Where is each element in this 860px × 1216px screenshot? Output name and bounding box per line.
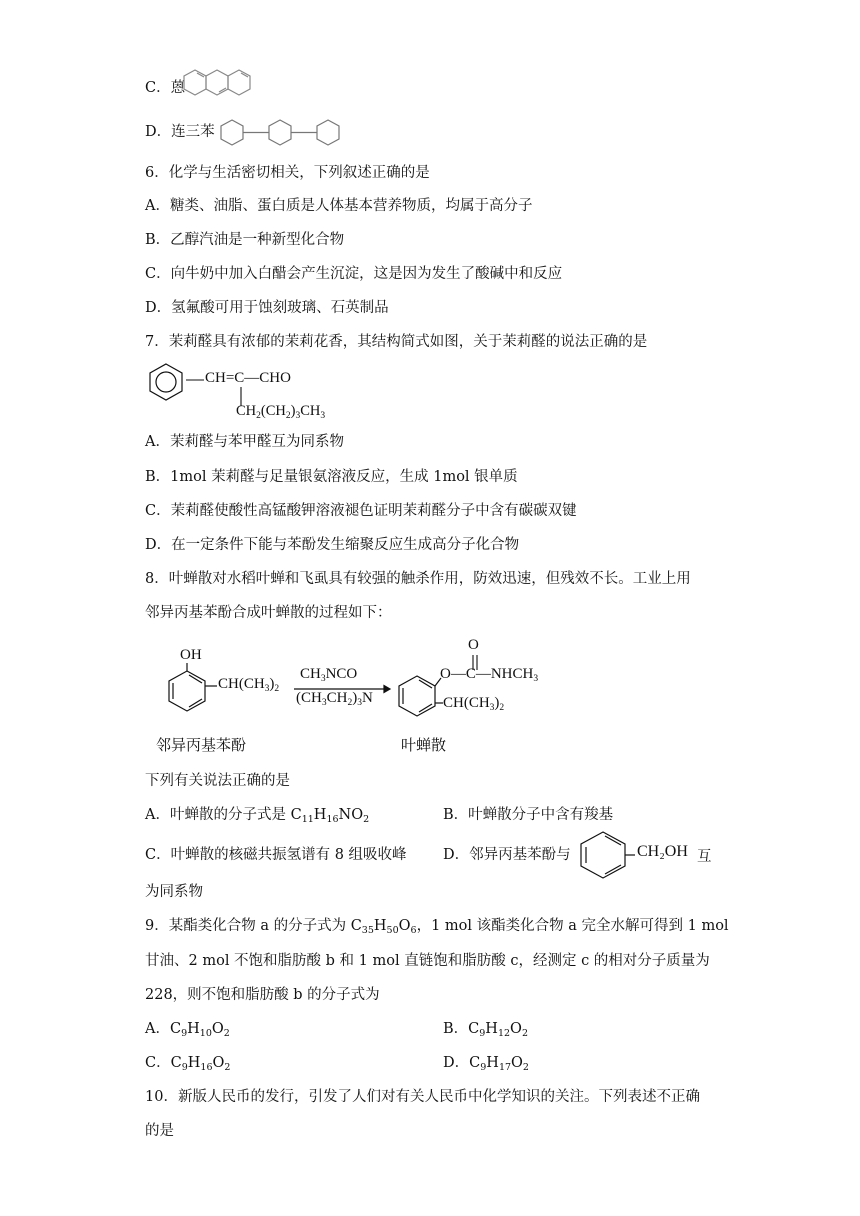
q9-option-b: B．$C_9H_{12}O_2$ bbox=[443, 1021, 528, 1039]
q8-question: 下列有关说法正确的是 bbox=[145, 773, 290, 789]
q7-stem: 7．茉莉醛具有浓郁的茉莉花香，其结构简式如图，关于茉莉醛的说法正确的是 bbox=[145, 334, 648, 350]
q5-option-c-text: C．蒽 bbox=[145, 80, 186, 96]
q8-stem-line2: 邻异丙基苯酚合成叶蝉散的过程如下： bbox=[145, 605, 392, 621]
q5-option-d-text: D．连三苯 bbox=[145, 124, 215, 140]
q8-option-c: C．叶蝉散的核磁共振氢谱有 8 组吸收峰 bbox=[145, 847, 407, 863]
q8-option-d: D．邻异丙基苯酚与 bbox=[443, 847, 571, 863]
q8-option-a: A．叶蝉散的分子式是 $C_{11}H_{16}NO_2$ bbox=[145, 807, 370, 825]
isopropyl-group-left: $CH(CH_3)_2$ bbox=[218, 676, 280, 694]
q6-option-a: A．糖类、油脂、蛋白质是人体基本营养物质，均属于高分子 bbox=[145, 198, 533, 214]
isopropyl-group-right: $CH(CH_3)_2$ bbox=[443, 695, 505, 713]
q8-stem-line1: 8．叶蝉散对水稻叶蝉和飞虱具有较强的触杀作用，防效迅速，但残效不长。工业上用 bbox=[145, 571, 691, 587]
q8-option-b: B．叶蝉散分子中含有羧基 bbox=[443, 807, 614, 823]
q7-option-b: B．1mol 茉莉醛与足量银氨溶液反应，生成 1mol 银单质 bbox=[145, 469, 518, 485]
q9-stem-line2: 甘油、2 mol 不饱和脂肪酸 b 和 1 mol 直链饱和脂肪酸 c，经测定 c 的相对分子质量为 bbox=[145, 953, 710, 969]
q5-option-c bbox=[145, 78, 185, 98]
q10-stem-line1: 10．新版人民币的发行，引发了人们对有关人民币中化学知识的关注。下列表述不正确 bbox=[145, 1089, 700, 1105]
q8-option-d-tail: 互 bbox=[697, 849, 712, 865]
phenol-oh-label: OH bbox=[180, 647, 202, 663]
anthracene-structure bbox=[185, 68, 255, 108]
terphenyl-structure bbox=[220, 118, 380, 148]
q10-stem-line2: 的是 bbox=[145, 1123, 174, 1139]
q9-option-c: C．$C_9H_{16}O_2$ bbox=[145, 1055, 231, 1073]
isopropylphenol-ring bbox=[165, 665, 225, 715]
benzyl-alcohol-ring bbox=[577, 830, 637, 880]
carbamate-ester: $O—C—NHCH_3$ bbox=[440, 666, 539, 684]
q6-option-d: D．氢氟酸可用于蚀刻玻璃、石英制品 bbox=[145, 300, 389, 316]
q8-option-d-line2: 为同系物 bbox=[145, 884, 203, 900]
caption-isopropylphenol: 邻异丙基苯酚 bbox=[156, 736, 247, 754]
jasminaldehyde-chain: CH=C—CHO bbox=[205, 370, 291, 386]
q9-option-d: D．$C_9H_{17}O_2$ bbox=[443, 1055, 529, 1073]
q6-option-c: C．向牛奶中加入白醋会产生沉淀，这是因为发生了酸碱中和反应 bbox=[145, 266, 563, 282]
q5-option-d bbox=[145, 122, 215, 142]
jasminaldehyde-side-chain: $CH_2(CH_2)_3CH_3$ bbox=[236, 403, 326, 421]
reagent-triethylamine: $(CH_3CH_2)_3N$ bbox=[296, 690, 373, 708]
caption-isoprocarb: 叶蝉散 bbox=[401, 736, 447, 754]
q7-option-d: D．在一定条件下能与苯酚发生缩聚反应生成高分子化合物 bbox=[145, 537, 520, 553]
q9-stem-line1: 9．某酯类化合物 a 的分子式为 $C_{35}H_{50}O_6$，1 mol 该酯类化合物 a 完全水解可得到 1 mol bbox=[145, 918, 729, 936]
reagent-methyl-isocyanate: $CH_3NCO$ bbox=[300, 666, 358, 684]
jasminaldehyde-benzene-ring bbox=[146, 362, 186, 402]
carbonyl-oxygen: O bbox=[468, 637, 479, 653]
q9-option-a: A．$C_9H_{10}O_2$ bbox=[145, 1021, 230, 1039]
q6-stem: 6．化学与生活密切相关，下列叙述正确的是 bbox=[145, 165, 430, 181]
q9-stem-line3: 228，则不饱和脂肪酸 b 的分子式为 bbox=[145, 987, 380, 1003]
q6-option-b: B．乙醇汽油是一种新型化合物 bbox=[145, 232, 345, 248]
benzyl-alcohol-group: CH₂OH bbox=[637, 843, 688, 860]
q7-option-a: A．茉莉醛与苯甲醛互为同系物 bbox=[145, 434, 344, 450]
q7-option-c: C．茉莉醛使酸性高锰酸钾溶液褪色证明茉莉醛分子中含有碳碳双键 bbox=[145, 503, 577, 519]
